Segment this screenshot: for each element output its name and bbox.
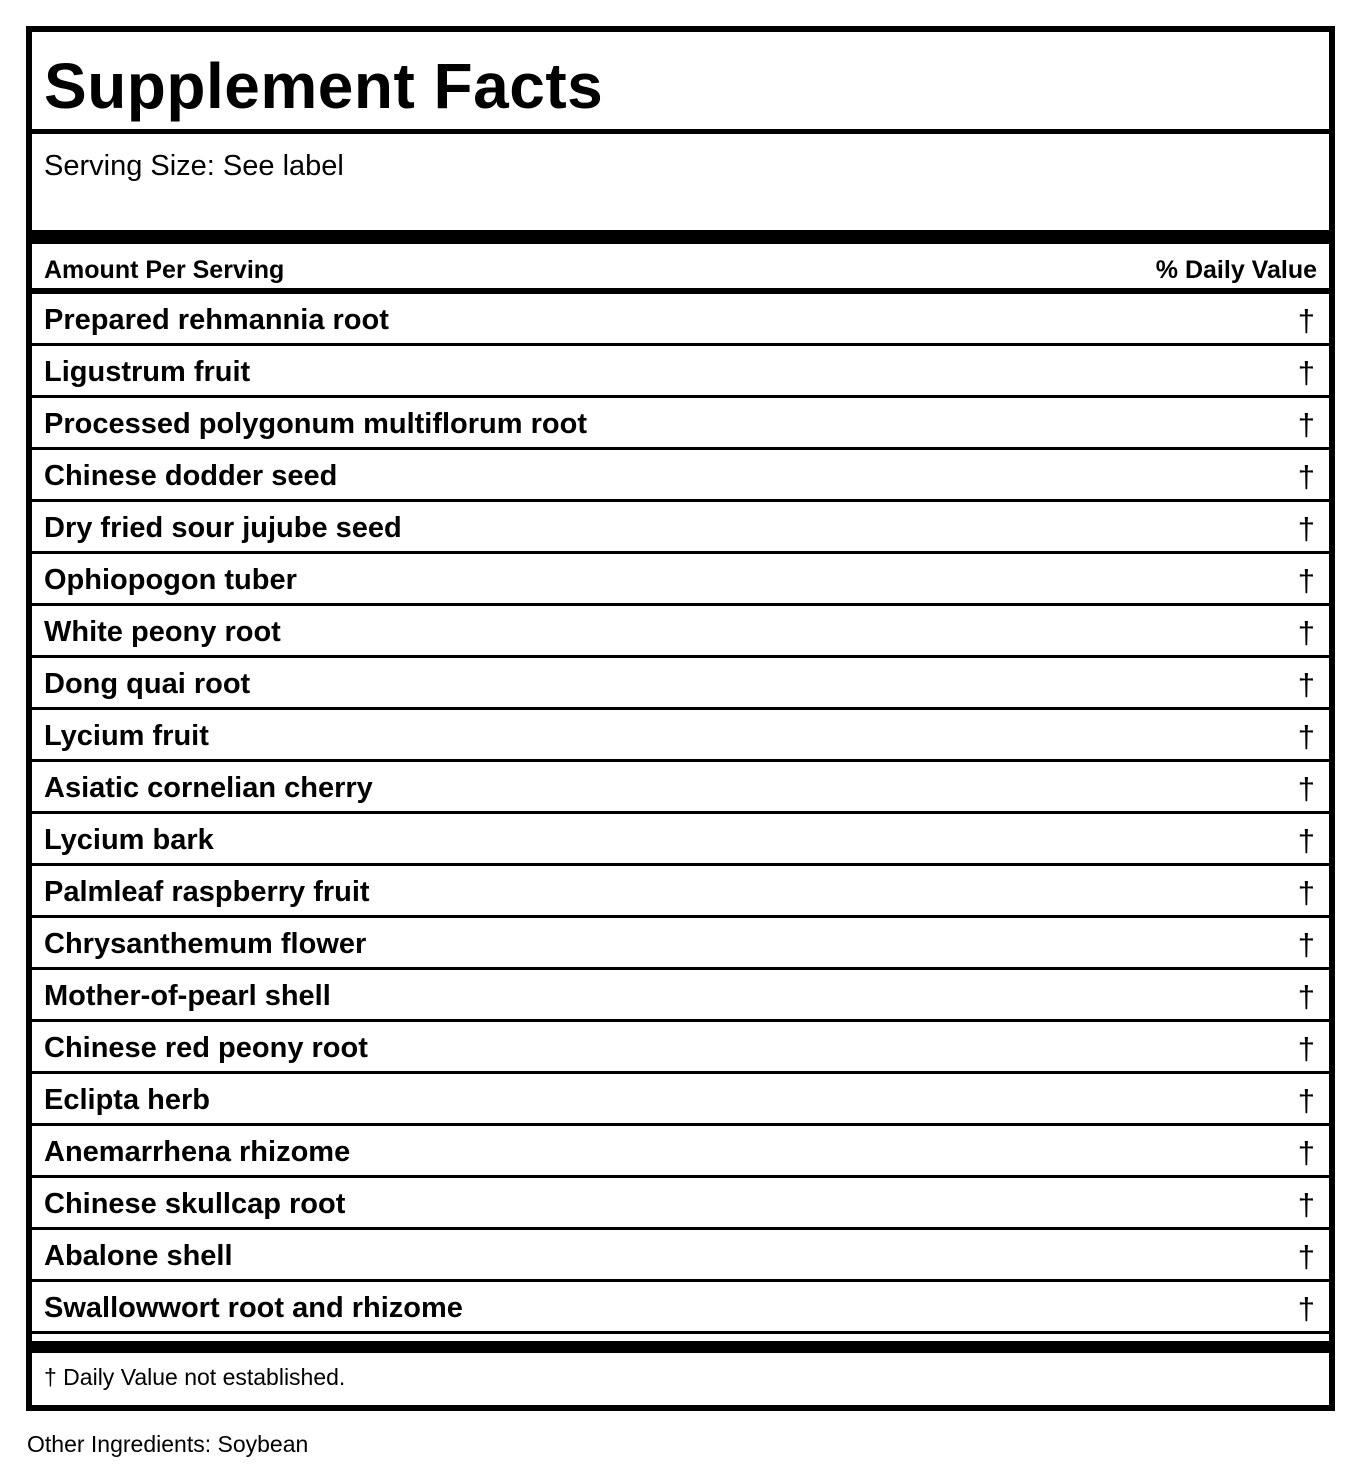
ingredient-daily-value: † xyxy=(1297,1187,1315,1222)
ingredient-row xyxy=(32,866,1329,918)
thick-divider xyxy=(32,230,1329,244)
ingredient-row xyxy=(32,450,1329,502)
ingredient-row xyxy=(32,554,1329,606)
ingredient-name: Dry fried sour jujube seed xyxy=(44,512,402,544)
ingredient-daily-value: † xyxy=(1297,667,1315,702)
ingredient-row xyxy=(32,398,1329,450)
other-ingredients: Other Ingredients: Soybean xyxy=(27,1431,309,1457)
ingredient-daily-value: † xyxy=(1297,563,1315,598)
ingredient-row xyxy=(32,606,1329,658)
ingredient-daily-value: † xyxy=(1297,1083,1315,1118)
ingredient-name: Chinese dodder seed xyxy=(44,460,338,492)
ingredient-row xyxy=(32,970,1329,1022)
panel-title: Supplement Facts xyxy=(44,50,604,122)
ingredient-row xyxy=(32,294,1329,346)
ingredient-name: Mother-of-pearl shell xyxy=(44,980,331,1012)
ingredient-name: Dong quai root xyxy=(44,668,251,700)
ingredient-name: White peony root xyxy=(44,616,281,648)
ingredient-name: Lycium fruit xyxy=(44,720,209,752)
ingredient-row xyxy=(32,814,1329,866)
ingredient-row xyxy=(32,762,1329,814)
ingredient-daily-value: † xyxy=(1297,875,1315,910)
ingredient-row xyxy=(32,1230,1329,1282)
ingredient-daily-value: † xyxy=(1297,1239,1315,1274)
ingredient-daily-value: † xyxy=(1297,459,1315,494)
ingredient-daily-value: † xyxy=(1297,823,1315,858)
ingredient-daily-value: † xyxy=(1297,511,1315,546)
ingredient-daily-value: † xyxy=(1297,1135,1315,1170)
ingredient-row xyxy=(32,1178,1329,1230)
ingredient-row xyxy=(32,502,1329,554)
ingredient-list xyxy=(32,294,1329,1334)
amount-per-serving-header: Amount Per Serving xyxy=(44,256,285,284)
ingredient-name: Abalone shell xyxy=(44,1240,233,1272)
ingredient-name: Eclipta herb xyxy=(44,1084,210,1116)
ingredient-row xyxy=(32,346,1329,398)
ingredient-name: Prepared rehmannia root xyxy=(44,304,389,336)
ingredient-name: Swallowwort root and rhizome xyxy=(44,1292,463,1324)
daily-value-header: % Daily Value xyxy=(1155,256,1317,284)
ingredient-daily-value: † xyxy=(1297,407,1315,442)
ingredient-daily-value: † xyxy=(1297,303,1315,338)
ingredient-name: Palmleaf raspberry fruit xyxy=(44,876,370,908)
supplement-facts-panel xyxy=(26,26,1335,1411)
ingredient-daily-value: † xyxy=(1297,1031,1315,1066)
ingredient-name: Chrysanthemum flower xyxy=(44,928,367,960)
ingredient-name: Processed polygonum multiflorum root xyxy=(44,408,587,440)
ingredient-name: Lycium bark xyxy=(44,824,214,856)
ingredient-row xyxy=(32,1022,1329,1074)
ingredient-daily-value: † xyxy=(1297,979,1315,1014)
ingredient-row xyxy=(32,1074,1329,1126)
ingredient-row xyxy=(32,658,1329,710)
footnote: † Daily Value not established. xyxy=(44,1364,346,1390)
ingredient-daily-value: † xyxy=(1297,719,1315,754)
ingredient-daily-value: † xyxy=(1297,615,1315,650)
ingredient-row xyxy=(32,1126,1329,1178)
ingredient-row xyxy=(32,1282,1329,1334)
ingredient-daily-value: † xyxy=(1297,771,1315,806)
ingredient-name: Asiatic cornelian cherry xyxy=(44,772,373,804)
title-divider xyxy=(32,129,1329,134)
serving-size: Serving Size: See label xyxy=(44,150,344,182)
ingredient-name: Ligustrum fruit xyxy=(44,356,251,388)
ingredient-row xyxy=(32,918,1329,970)
ingredient-daily-value: † xyxy=(1297,1291,1315,1326)
ingredient-daily-value: † xyxy=(1297,927,1315,962)
ingredient-name: Chinese red peony root xyxy=(44,1032,368,1064)
ingredient-daily-value: † xyxy=(1297,355,1315,390)
bottom-thick-divider xyxy=(32,1341,1329,1353)
ingredient-name: Ophiopogon tuber xyxy=(44,564,297,596)
ingredient-row xyxy=(32,710,1329,762)
ingredient-name: Anemarrhena rhizome xyxy=(44,1136,351,1168)
ingredient-name: Chinese skullcap root xyxy=(44,1188,346,1220)
